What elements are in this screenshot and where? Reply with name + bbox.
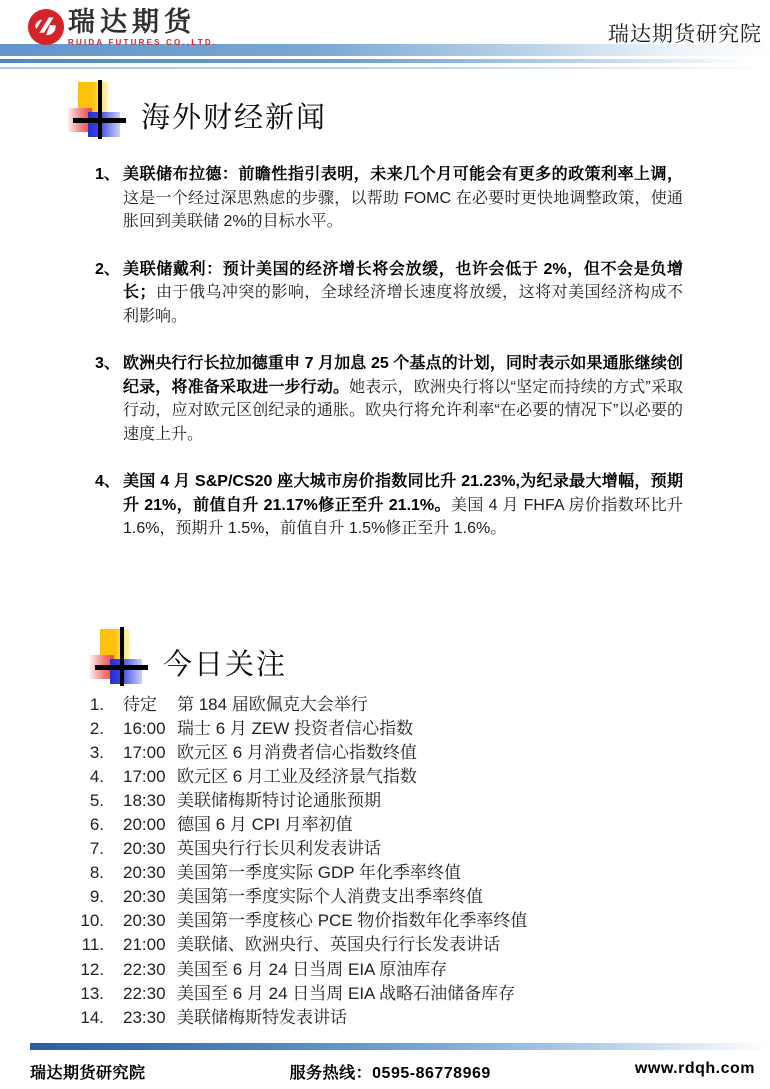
deco-cross-vertical	[120, 627, 124, 686]
focus-row	[64, 933, 770, 957]
news-item-number: 1、	[95, 166, 120, 183]
news-item	[95, 163, 687, 234]
focus-row-event: 欧元区 6 月消费者信心指数终值	[177, 742, 417, 762]
focus-row-number: 8.	[89, 863, 104, 883]
deco-blue-square	[88, 112, 120, 137]
news-item-body: 她表示，欧洲央行将以“坚定而持续的方式”采取行动，应对欧元区创纪录的通胀。欧央行将允许利率“在必要的情况下”以必要的速度上升。	[123, 378, 683, 443]
deco-cross-horizontal	[95, 665, 148, 670]
ruida-logo-icon	[27, 8, 65, 46]
footer-hotline: 服务热线：0595-86778969	[289, 1065, 491, 1082]
news-item-text	[123, 258, 683, 329]
focus-row-time: 20:30	[123, 887, 166, 907]
news-item-number: 2、	[95, 260, 120, 278]
deco-cross-horizontal	[73, 118, 126, 123]
focus-row	[64, 693, 770, 717]
section-decoration-icon	[68, 82, 126, 137]
focus-row-time: 17:00	[123, 742, 166, 762]
news-item-text	[123, 163, 683, 234]
focus-row-time: 23:30	[123, 1007, 166, 1027]
focus-row-time: 17:00	[123, 766, 166, 786]
focus-row-time: 20:30	[123, 911, 166, 931]
focus-row-number: 4.	[89, 766, 104, 786]
news-item	[95, 470, 687, 541]
page-footer	[0, 1060, 770, 1083]
section-overseas-news-header	[68, 82, 770, 137]
news-item-lead: 欧洲央行行长拉加德重申 7 月加息 25 个基点的计划，同时表示如果通胀继续创纪录，将准备采取进一步行动。	[123, 355, 683, 396]
overseas-news-list	[95, 163, 687, 541]
focus-row	[64, 1006, 770, 1030]
focus-row	[64, 765, 770, 789]
focus-row-number: 12.	[80, 959, 104, 979]
focus-row-event: 美联储梅斯特讨论通胀预期	[177, 790, 381, 810]
focus-row-event: 欧元区 6 月工业及经济景气指数	[177, 766, 417, 786]
focus-row-time: 18:30	[123, 790, 166, 810]
logo-company-name-en: RUIDA FUTURES CO.,LTD.	[68, 38, 218, 47]
focus-row-event: 英国央行行长贝利发表讲话	[177, 839, 381, 859]
focus-row-event: 第 184 届欧佩克大会举行	[177, 694, 368, 714]
focus-row-time: 待定	[123, 694, 157, 714]
focus-row-number: 14.	[80, 1007, 104, 1027]
research-institute-title: 瑞达期货研究院	[608, 23, 762, 46]
news-item-body: 由于俄乌冲突的影响，全球经济增长速度将放缓，这将对美国经济构成不利影响。	[123, 284, 683, 325]
focus-row	[64, 861, 770, 885]
focus-row	[64, 837, 770, 861]
focus-row-event: 美国第一季度实际 GDP 年化季率终值	[177, 863, 461, 883]
focus-row-number: 3.	[89, 742, 104, 762]
footer-divider-bar	[30, 1043, 770, 1050]
deco-blue-square	[110, 659, 142, 684]
focus-row-event: 德国 6 月 CPI 月率初值	[177, 814, 353, 834]
focus-row-number: 13.	[80, 983, 104, 1003]
header-divider-thinline	[0, 67, 770, 69]
focus-row-time: 20:30	[123, 863, 166, 883]
section-decoration-icon	[90, 629, 148, 684]
focus-row	[64, 982, 770, 1006]
focus-row-time: 20:00	[123, 814, 166, 834]
focus-row-time: 16:00	[123, 718, 166, 738]
focus-row-event: 美国至 6 月 24 日当周 EIA 原油库存	[177, 959, 448, 979]
focus-row	[64, 958, 770, 982]
news-item	[95, 352, 687, 446]
focus-row-event: 美国第一季度核心 PCE 物价指数年化季率终值	[177, 911, 528, 931]
focus-row	[64, 813, 770, 837]
focus-row-number: 5.	[89, 790, 104, 810]
focus-row-number: 1.	[89, 694, 104, 714]
section-today-focus-header	[90, 629, 770, 684]
ruida-logo	[27, 7, 217, 47]
page-header	[0, 0, 770, 47]
news-item-lead: 美国 4 月 S&P/CS20 座大城市房价指数同比升 21.23%,为纪录最大增幅，预期升 21%，前值自升 21.17%修正至升 21.1%。	[123, 473, 683, 514]
focus-row-time: 22:30	[123, 959, 166, 979]
focus-row-number: 6.	[89, 814, 104, 834]
focus-row-time: 22:30	[123, 983, 166, 1003]
news-item-text	[123, 470, 683, 541]
focus-row-event: 美国第一季度实际个人消费支出季率终值	[177, 887, 483, 907]
focus-row-number: 7.	[89, 839, 104, 859]
focus-row	[64, 741, 770, 765]
focus-row-event: 美国至 6 月 24 日当周 EIA 战略石油储备库存	[177, 983, 516, 1003]
focus-row-number: 2.	[89, 718, 104, 738]
focus-row-time: 20:30	[123, 839, 166, 859]
focus-row-number: 11.	[81, 935, 104, 955]
news-item-number: 4、	[95, 473, 120, 490]
today-focus-list	[64, 693, 770, 1030]
news-item-body: 这是一个经过深思熟虑的步骤，以帮助 FOMC 在必要时更快地调整政策，使通胀回到美联储 2%的目标水平。	[123, 189, 683, 230]
footer-website: www.rdqh.com	[634, 1060, 755, 1077]
section-title-overseas-news: 海外财经新闻	[141, 102, 328, 134]
focus-row	[64, 717, 770, 741]
focus-row	[64, 789, 770, 813]
focus-row-event: 美联储梅斯特发表讲话	[177, 1007, 347, 1027]
focus-row-event: 美联储、欧洲央行、英国央行行长发表讲话	[177, 935, 500, 955]
news-item-lead: 美联储布拉德：前瞻性指引表明，未来几个月可能会有更多的政策利率上调，	[123, 166, 683, 183]
news-item-number: 3、	[95, 355, 120, 372]
section-title-today-focus: 今日关注	[163, 648, 288, 681]
focus-row-time: 21:00	[123, 935, 166, 955]
footer-org-name: 瑞达期货研究院	[30, 1065, 146, 1082]
focus-row-event: 瑞士 6 月 ZEW 投资者信心指数	[177, 718, 414, 738]
news-item-text	[123, 352, 683, 446]
focus-row	[64, 885, 770, 909]
focus-row-number: 9.	[89, 887, 104, 907]
focus-row-number: 10.	[80, 911, 104, 931]
news-item-lead: 美联储戴利：预计美国的经济增长将会放缓，也许会低于 2%，但不会是负增长；	[123, 260, 683, 301]
logo-company-name: 瑞达期货	[68, 7, 196, 37]
focus-row	[64, 909, 770, 933]
news-item-body: 美国 4 月 FHFA 房价指数环比升 1.6%，预期升 1.5%，前值自升 1.5%修正至升 1.6%。	[123, 496, 683, 537]
deco-cross-vertical	[98, 80, 102, 139]
logo-text-block	[68, 7, 217, 47]
news-item	[95, 258, 687, 329]
